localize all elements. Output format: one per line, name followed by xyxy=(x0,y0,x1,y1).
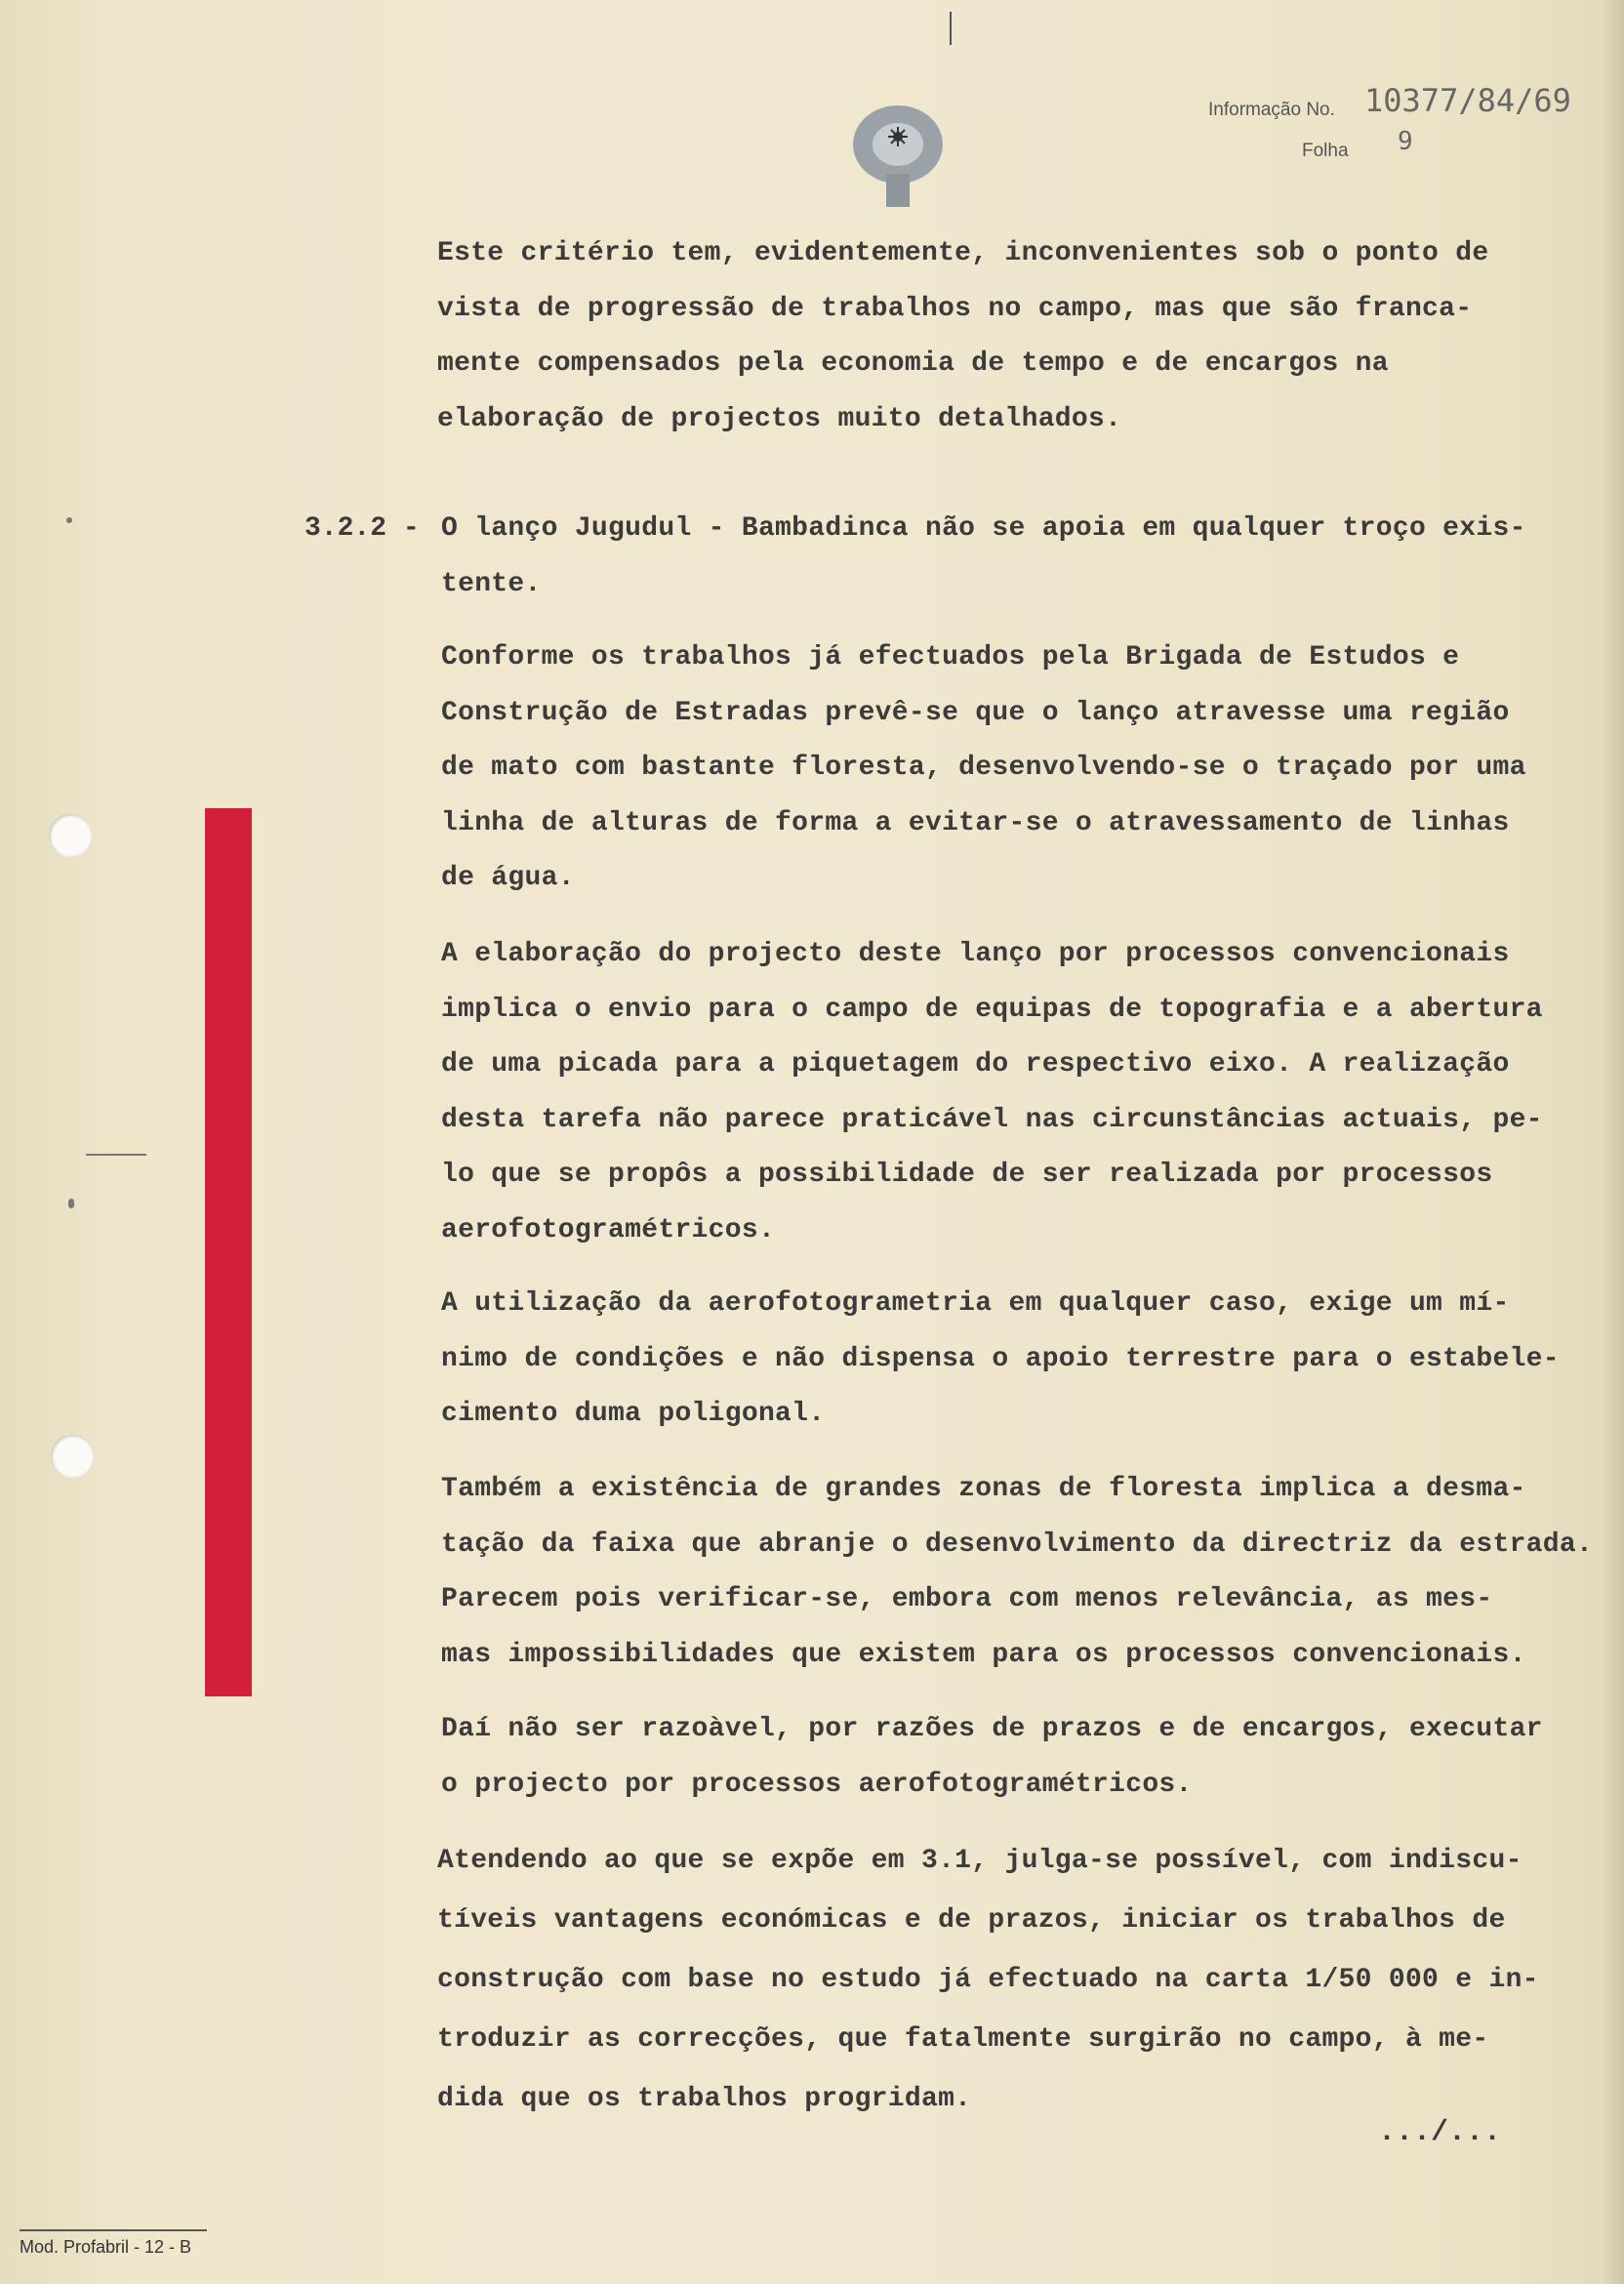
paragraph xyxy=(441,631,1526,907)
paragraph-line: Conforme os trabalhos já efectuados pela Brigada de Estudos e xyxy=(441,642,1460,673)
paragraph-line: tente. xyxy=(441,568,542,599)
paragraph-line: mas impossibilidades que existem para os processos convencionais. xyxy=(441,1639,1526,1670)
paragraph-line: troduzir as correcções, que fatalmente surgirão no campo, à me- xyxy=(437,2024,1489,2055)
info-number-value: 10377/84/69 xyxy=(1364,82,1571,119)
paragraph-line: O lanço Jugudul - Bambadinca não se apoia em qualquer troço exis- xyxy=(441,513,1526,544)
margin-mark xyxy=(86,1154,146,1156)
paragraph xyxy=(441,502,1526,612)
top-tick-mark xyxy=(950,12,952,45)
folha-number: 9 xyxy=(1398,127,1413,156)
paragraph-line: desta tarefa não parece praticável nas circunstâncias actuais, pe- xyxy=(441,1104,1543,1135)
company-logo-icon xyxy=(847,102,949,209)
paragraph xyxy=(437,1831,1539,2129)
paragraph xyxy=(441,1277,1560,1443)
paragraph-line: o projecto por processos aerofotogramétricos. xyxy=(441,1769,1193,1800)
punch-hole-lower xyxy=(51,1435,94,1478)
paragraph-line: lo que se propôs a possibilidade de ser realizada por processos xyxy=(441,1160,1493,1190)
paragraph-line: nimo de condições e não dispensa o apoio terrestre para o estabele- xyxy=(441,1343,1560,1374)
paragraph-line: mente compensados pela economia de tempo e de encargos na xyxy=(437,348,1389,379)
paragraph-line: Este critério tem, evidentemente, inconvenientes sob o ponto de xyxy=(437,238,1489,268)
paragraph-line: Construção de Estradas prevê-se que o lanço atravesse uma região xyxy=(441,697,1510,728)
paragraph-line: aerofotogramétricos. xyxy=(441,1214,776,1245)
section-number: 3.2.2 - xyxy=(304,513,420,544)
paragraph-line: vista de progressão de trabalhos no campo, mas que são franca- xyxy=(437,293,1473,324)
margin-mark xyxy=(66,517,72,523)
paragraph-line: de mato com bastante floresta, desenvolvendo-se o traçado por uma xyxy=(441,753,1526,783)
paragraph-line: A elaboração do projecto deste lanço por processos convencionais xyxy=(441,939,1510,969)
folha-label: Folha xyxy=(1302,141,1349,161)
paragraph-line: tíveis vantagens económicas e de prazos, iniciar os trabalhos de xyxy=(437,1905,1506,1936)
paragraph xyxy=(441,1462,1593,1683)
margin-mark xyxy=(68,1199,74,1208)
form-model-footer: Mod. Profabril - 12 - B xyxy=(20,2237,192,2257)
paragraph-line: Também a existência de grandes zonas de floresta implica a desma- xyxy=(441,1474,1526,1504)
red-margin-bar xyxy=(205,808,252,1696)
paragraph-line: Parecem pois verificar-se, embora com menos relevância, as mes- xyxy=(441,1584,1493,1614)
paragraph xyxy=(437,226,1488,447)
paragraph-line: A utilização da aerofotogrametria em qualquer caso, exige um mí- xyxy=(441,1288,1510,1319)
punch-hole-upper xyxy=(49,814,92,857)
paragraph-line: dida que os trabalhos progridam. xyxy=(437,2084,972,2114)
paragraph-line: tação da faixa que abranje o desenvolvimento da directriz da estrada. xyxy=(441,1529,1594,1560)
paragraph-line: elaboração de projectos muito detalhados. xyxy=(437,403,1122,434)
paragraph xyxy=(441,1702,1543,1813)
paragraph-line: Atendendo ao que se expõe em 3.1, julga-se possível, com indiscu- xyxy=(437,1846,1522,1876)
continuation-marker: .../... xyxy=(1378,2116,1502,2149)
paragraph-line: Daí não ser razoàvel, por razões de prazos e de encargos, executar xyxy=(441,1714,1543,1744)
paragraph-line: implica o envio para o campo de equipas de topografia e a abertura xyxy=(441,994,1543,1025)
paragraph-line: construção com base no estudo já efectuado na carta 1/50 000 e in- xyxy=(437,1965,1539,1995)
info-number-label: Informação No. xyxy=(1208,100,1335,120)
page-edge-shadow xyxy=(1601,0,1624,2284)
paragraph-line: de água. xyxy=(441,863,575,893)
paragraph-line: cimento duma poligonal. xyxy=(441,1399,826,1429)
paragraph-line: de uma picada para a piquetagem do respectivo eixo. A realização xyxy=(441,1049,1510,1080)
paragraph xyxy=(441,927,1543,1258)
paragraph-line: linha de alturas de forma a evitar-se o atravessamento de linhas xyxy=(441,807,1510,838)
footer-rule xyxy=(20,2229,207,2231)
